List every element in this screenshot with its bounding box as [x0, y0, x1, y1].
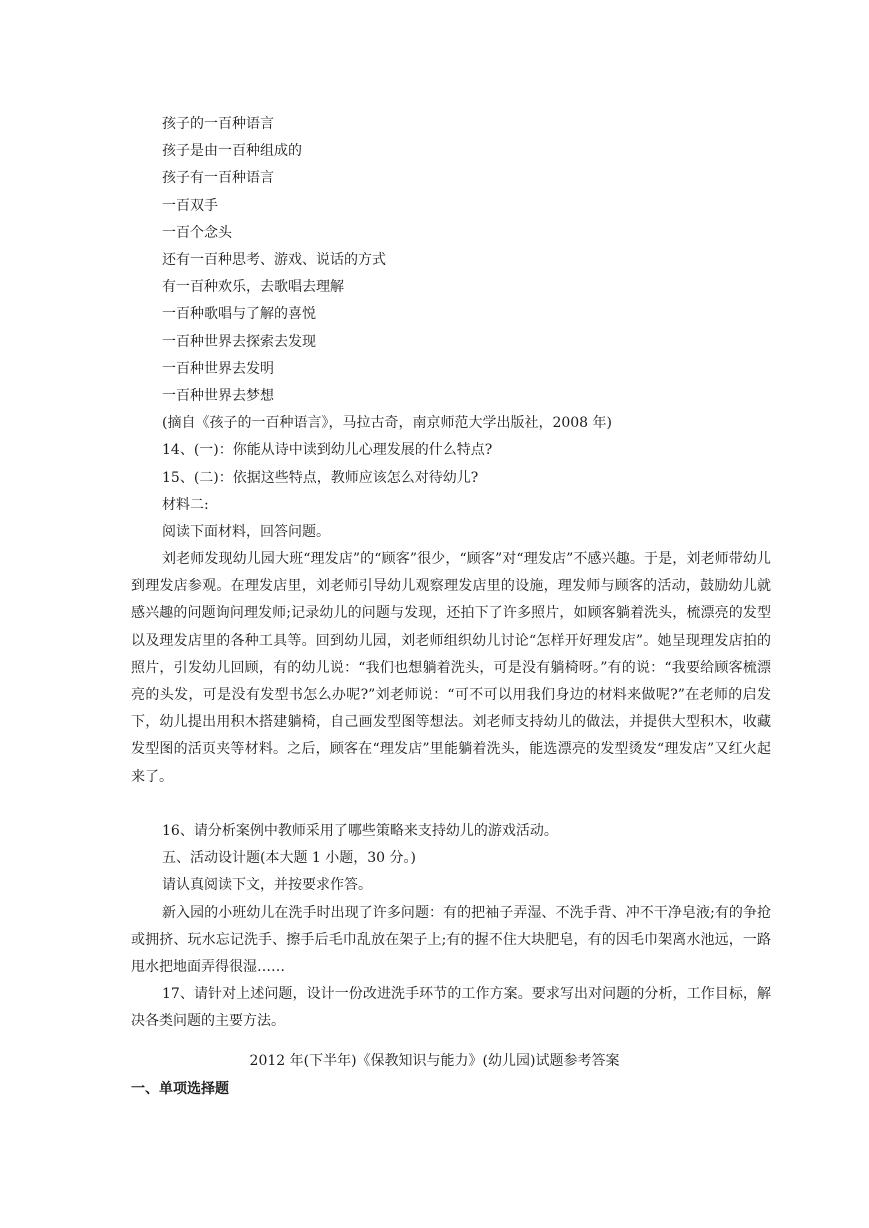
poem-line: 一百个念头 — [162, 224, 232, 241]
question-16: 16、请分析案例中教师采用了哪些策略来支持幼儿的游戏活动。 — [162, 823, 558, 839]
wash-paragraph: 新入园的小班幼儿在洗手时出现了许多问题：有的把袖子弄湿、不洗手背、冲不干净皂液;有的争抢或拥挤、玩水忘记洗手、擦手后毛巾乱放在架子上;有的握不住大块肥皂，有的因毛巾架离水池远，一路甩水把地面弄得很湿…… — [131, 904, 771, 976]
poem — [162, 111, 612, 546]
poem-line: 一百双手 — [162, 197, 218, 214]
poem-line: 有一百种欢乐，去歌唱去理解 — [162, 279, 344, 296]
poem-line: 还有一百种思考、游戏、说话的方式 — [162, 252, 386, 269]
section-1-heading: 一、单项选择题 — [131, 1081, 229, 1097]
poem-source: (摘自《孩子的一百种语言》，马拉古奇，南京师范大学出版社，2008 年) — [162, 415, 613, 432]
poem-line: 孩子的一百种语言 — [162, 116, 274, 132]
poem-line: 一百种世界去发明 — [162, 360, 274, 377]
instruction-2: 请认真阅读下文，并按要求作答。 — [162, 877, 372, 894]
question-15: 15、(二)：依据这些特点，教师应该怎么对待幼儿? — [162, 469, 479, 486]
material-label: 材料二: — [162, 496, 209, 513]
poem-line: 一百种世界去梦想 — [162, 388, 274, 405]
poem-line: 一百种歌唱与了解的喜悦 — [162, 306, 316, 323]
poem-line: 孩子是由一百种组成的 — [162, 143, 302, 160]
case-paragraph-block — [131, 546, 771, 791]
poem-line: 一百种世界去探索去发现 — [162, 333, 316, 350]
section-5-heading: 五、活动设计题(本大题 1 小题，30 分。) — [162, 850, 416, 867]
instruction: 阅读下面材料，回答问题。 — [162, 524, 330, 541]
question-17: 17、请针对上述问题，设计一份改进洗手环节的工作方案。要求写出对问题的分析，工作目标，解决各类问题的主要方法。 — [131, 986, 771, 1030]
answers-title: 2012 年(下半年)《保教知识与能力》(幼儿园)试题参考答案 — [249, 1053, 620, 1069]
questions-block — [131, 818, 771, 1036]
poem-line: 孩子有一百种语言 — [162, 170, 274, 187]
question-14: 14、(一)：你能从诗中读到幼儿心理发展的什么特点? — [162, 442, 493, 459]
case-paragraph: 刘老师发现幼儿园大班“理发店”的“顾客”很少，“顾客”对“理发店”不感兴趣。于是，刘老师带幼儿到理发店参观。在理发店里，刘老师引导幼儿观察理发店里的设施，理发师与顾客的活动，鼓励幼儿就感兴趣的问题询问理发师;记录幼儿的问题与发现，还拍下了许多照片，如顾客躺着洗头，梳漂亮的发型以及理发店里的各种工具等。回到幼儿园，刘老师组织幼儿讨论“怎样开好理发店”。她呈现理发店拍的照片，引发幼儿回顾，有的幼儿说：“我们也想躺着洗头，可是没有躺椅呀。”有的说：“我要给顾客梳漂亮的头发，可是没有发型书怎么办呢?”刘老师说：“可不可以用我们身边的材料来做呢?”在老师的启发下，幼儿提出用积木搭建躺椅，自己画发型图等想法。刘老师支持幼儿的做法，并提供大型积木，收藏发型图的活页夹等材料。之后，顾客在“理发店”里能躺着洗头，能选漂亮的发型烫发“理发店”又红火起来了。 — [131, 551, 771, 785]
